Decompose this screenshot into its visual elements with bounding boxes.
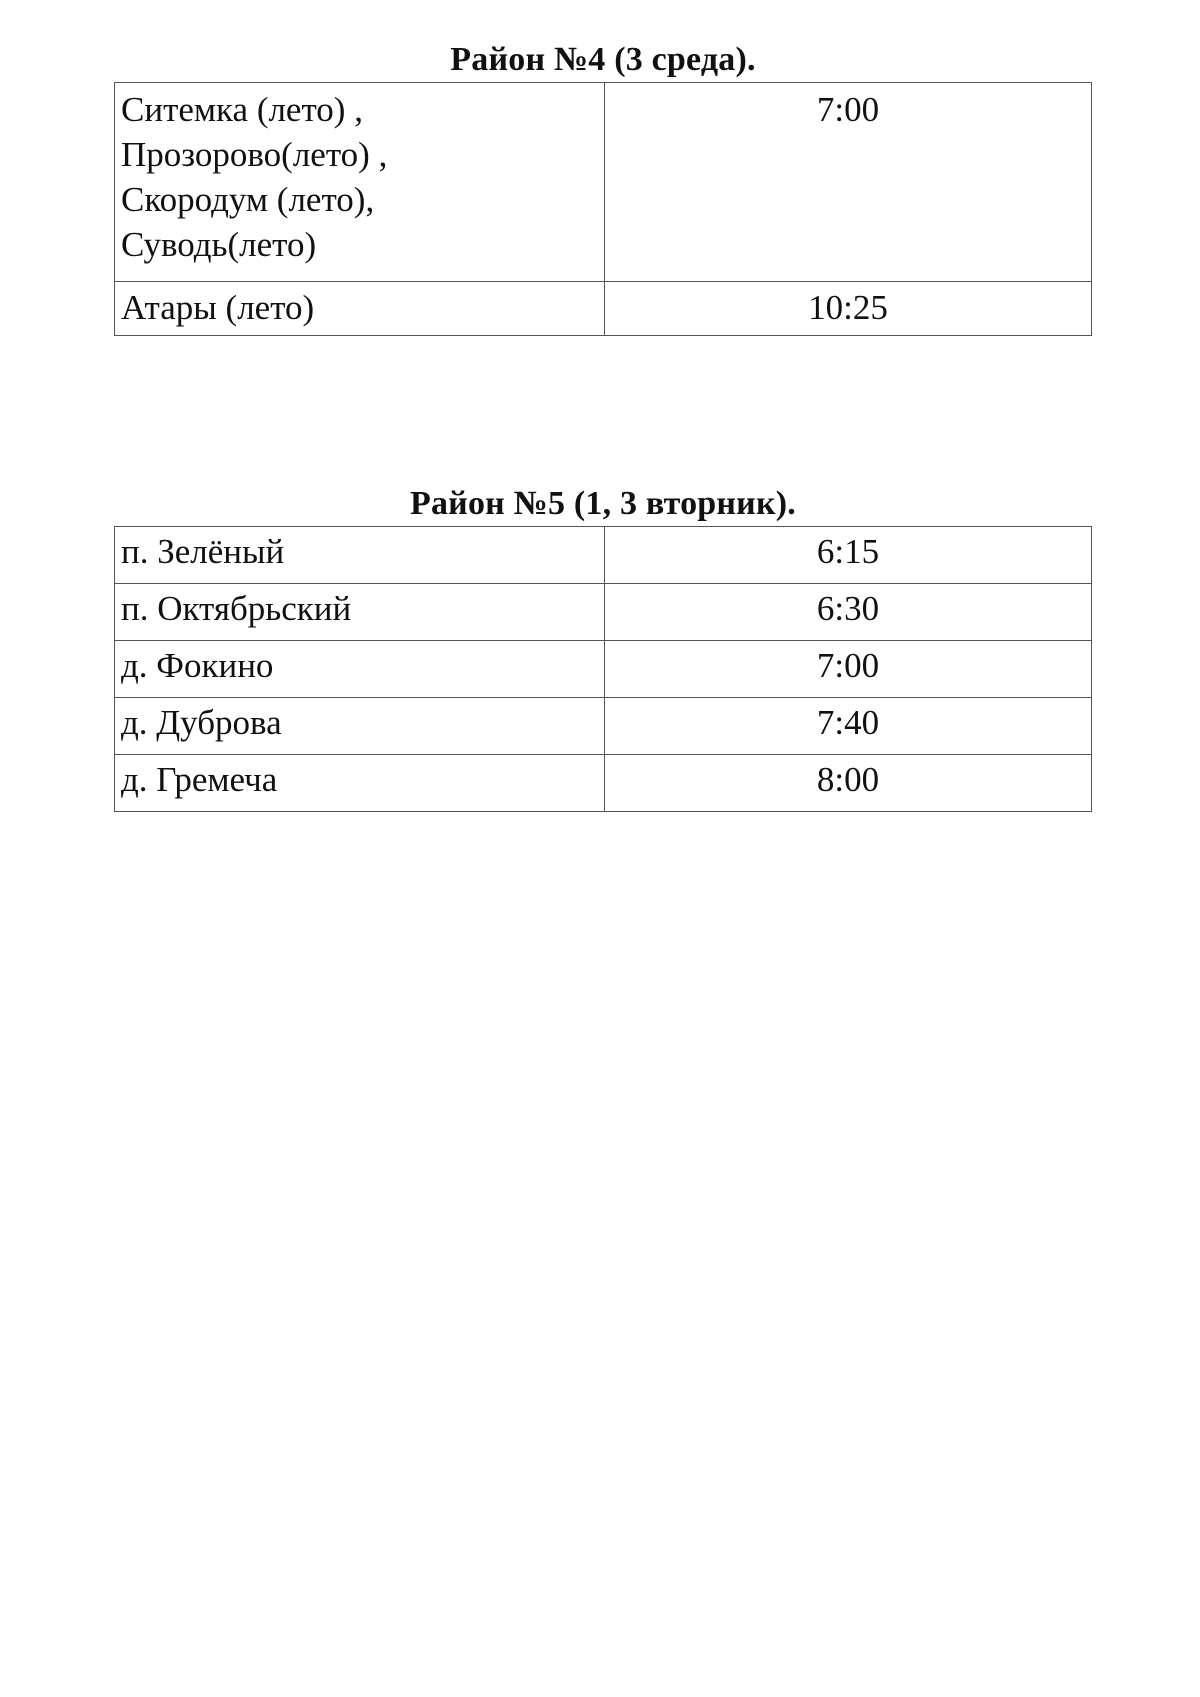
time-cell: 7:00 bbox=[605, 641, 1092, 698]
time-cell: 6:30 bbox=[605, 584, 1092, 641]
table-row bbox=[115, 698, 1092, 755]
table-row bbox=[115, 641, 1092, 698]
place-cell: д. Гремеча bbox=[115, 755, 605, 812]
district-5-section bbox=[114, 484, 1092, 812]
place-cell: д. Фокино bbox=[115, 641, 605, 698]
district-5-title: Район №5 (1, 3 вторник). bbox=[409, 485, 796, 522]
time-cell: 8:00 bbox=[605, 755, 1092, 812]
district-5-schedule-table bbox=[114, 526, 1092, 812]
table-row bbox=[115, 282, 1092, 336]
place-cell: Атары (лето) bbox=[115, 282, 605, 336]
place-cell: Ситемка (лето) , Прозорово(лето) , Скородум (лето), Суводь(лето) bbox=[115, 83, 605, 282]
district-4-title: Район №4 (3 среда). bbox=[450, 41, 756, 78]
time-cell: 7:00 bbox=[605, 83, 1092, 282]
time-cell: 7:40 bbox=[605, 698, 1092, 755]
time-cell: 10:25 bbox=[605, 282, 1092, 336]
district-4-section bbox=[114, 40, 1092, 336]
place-cell: п. Октябрьский bbox=[115, 584, 605, 641]
table-row bbox=[115, 83, 1092, 282]
district-4-schedule-table bbox=[114, 82, 1092, 336]
place-cell: п. Зелёный bbox=[115, 527, 605, 584]
table-row bbox=[115, 527, 1092, 584]
place-cell: д. Дуброва bbox=[115, 698, 605, 755]
table-row bbox=[115, 584, 1092, 641]
table-row bbox=[115, 755, 1092, 812]
time-cell: 6:15 bbox=[605, 527, 1092, 584]
